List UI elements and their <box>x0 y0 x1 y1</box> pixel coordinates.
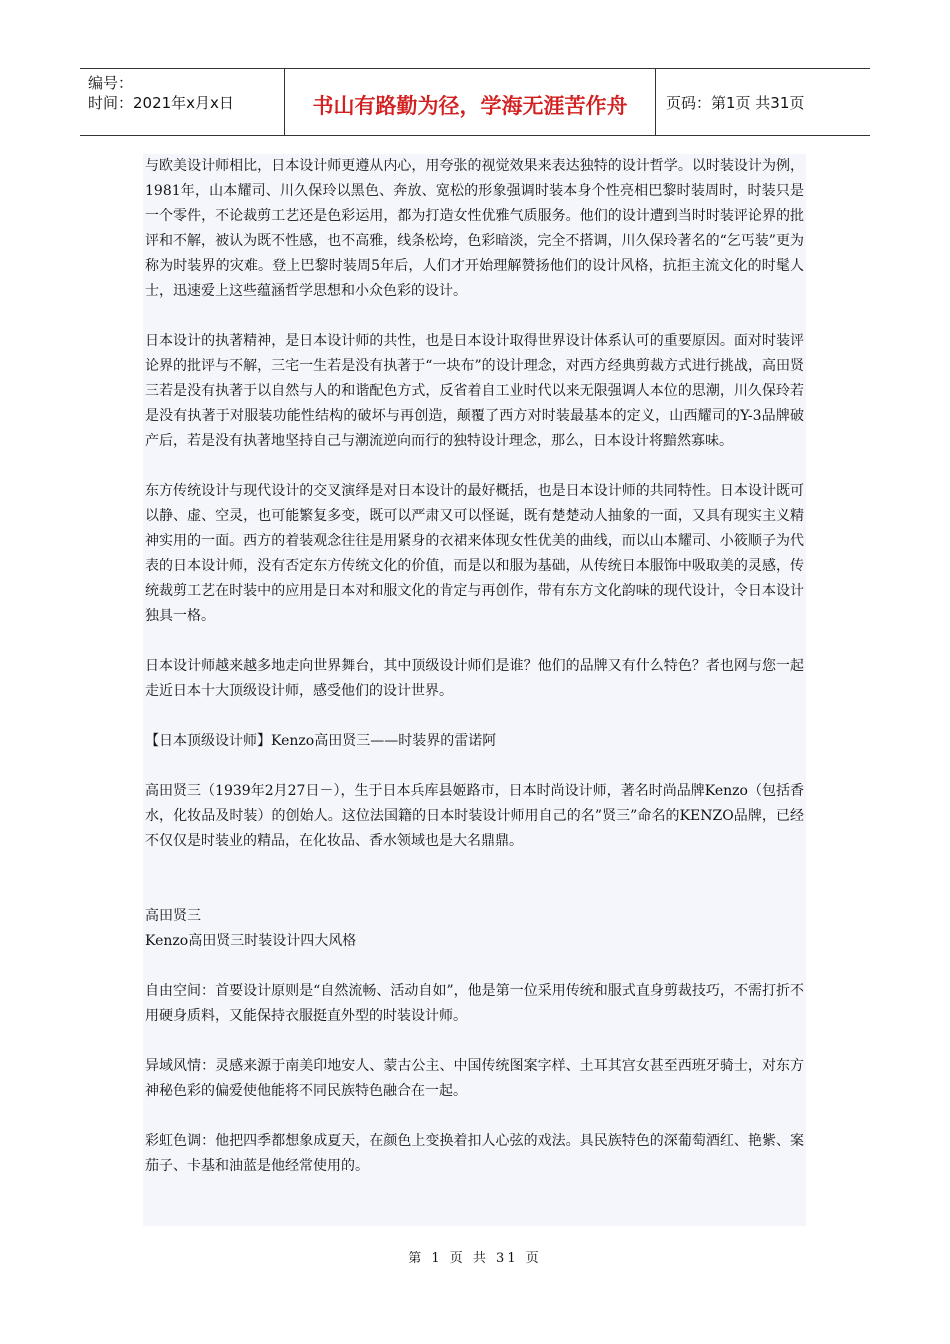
paragraph-spacer <box>145 854 804 904</box>
paragraph-spacer <box>145 629 804 654</box>
document-number-label: 编号： <box>88 74 134 92</box>
paragraph-spacer <box>145 704 804 729</box>
paragraph-spacer <box>145 454 804 479</box>
paragraph-spacer <box>145 1104 804 1129</box>
page-footer: 第 1 页 共 31 页 <box>408 1251 542 1266</box>
paragraph-rainbow: 彩虹色调：他把四季都想象成夏天，在颜色上变换着扣人心弦的戏法。具民族特色的深葡萄酒红、艳紫、案茄子、卡基和油蓝是他经常使用的。 <box>145 1133 804 1174</box>
subheading-four-styles: Kenzo高田贤三时装设计四大风格 <box>145 933 357 949</box>
paragraph-east-west: 东方传统设计与现代设计的交叉演绎是对日本设计的最好概括，也是日本设计师的共同特性。日本设计既可以静、虚、空灵，也可能繁复多变，既可以严肃又可以怪诞，既有楚楚动人抽象的一面，又具有现实主义精神实用的一面。西方的着装观念往往是用紧身的衣裙来体现女性优美的曲线，而以山本耀司、小筱顺子为代表的日本设计师，没有否定东方传统文化的价值，而是以和服为基础，从传统日本服饰中吸取美的灵感，传统裁剪工艺在时装中的应用是日本对和服文化的肯定与再创作，带有东方文化韵味的现代设计，令日本设计独具一格。 <box>145 483 804 624</box>
paragraph-exotic: 异域风情：灵感来源于南美印地安人、蒙古公主、中国传统图案字样、土耳其宫女甚至西班牙骑士，对东方神秘色彩的偏爱使他能将不同民族特色融合在一起。 <box>145 1058 804 1099</box>
section-heading-kenzo: 【日本顶级设计师】Kenzo高田贤三——时装界的雷诺阿 <box>145 733 497 749</box>
paragraph-free-space: 自由空间：首要设计原则是“自然流畅、活动自如”，他是第一位采用传统和服式直身剪裁技巧，不需打折不用硬身质料，又能保持衣服挺直外型的时装设计师。 <box>145 983 804 1024</box>
paragraph-intro: 与欧美设计师相比，日本设计师更遵从内心，用夸张的视觉效果来表达独特的设计哲学。以时装设计为例，1981年，山本耀司、川久保玲以黑色、奔放、宽松的形象强调时装本身个性亮相巴黎时装周时，时装只是一个零件，不论裁剪工艺还是色彩运用，都为打造女性优雅气质服务。他们的设计遭到当时时装评论界的批评和不解，被认为既不性感，也不高雅，线条松垮，色彩暗淡，完全不搭调，川久保玲著名的“乞丐装”更为称为时装界的灾难。登上巴黎时装周5年后，人们才开始理解赞扬他们的设计风格，抗拒主流文化的时髦人士，迅速爱上这些蕴涵哲学思想和小众色彩的设计。 <box>145 158 804 299</box>
document-header <box>80 68 870 136</box>
paragraph-kenzo-bio: 高田贤三（1939年2月27日－），生于日本兵库县姬路市，日本时尚设计师，著名时尚品牌Kenzo（包括香水，化妆品及时装）的创始人。这位法国籍的日本时装设计师用自己的名”贤三”命名的KENZO品牌，已经不仅仅是时装业的精品，在化妆品、香水领域也是大名鼎鼎。 <box>145 783 804 849</box>
paragraph-spacer <box>145 304 804 329</box>
header-motto: 书山有路勤为径，学海无涯苦作舟 <box>312 94 628 118</box>
document-time-label: 时间：2021年x月x日 <box>88 94 234 112</box>
header-page-cell <box>656 69 870 135</box>
caption-kenzo: 高田贤三 <box>145 908 201 924</box>
header-page-info: 页码：第1页 共31页 <box>666 93 805 112</box>
paragraph-spacer <box>145 954 804 979</box>
header-motto-cell <box>284 69 656 135</box>
paragraph-persistence: 日本设计的执著精神，是日本设计师的共性，也是日本设计取得世界设计体系认可的重要原因。面对时装评论界的批评与不解，三宅一生若是没有执著于“一块布”的设计理念，对西方经典剪裁方式进行挑战，高田贤三若是没有执著于以自然与人的和谐配色方式，反省着自工业时代以来无限强调人本位的思潮，川久保玲若是没有执著于对服装功能性结构的破坏与再创造，颠覆了西方对时装最基本的定义，山西耀司的Y-3品牌破产后，若是没有执著地坚持自己与潮流逆向而行的独特设计理念，那么，日本设计将黯然寡味。 <box>145 333 804 449</box>
paragraph-spacer <box>145 754 804 779</box>
paragraph-spacer <box>145 1029 804 1054</box>
paragraph-world-stage: 日本设计师越来越多地走向世界舞台，其中顶级设计师们是谁？他们的品牌又有什么特色？者也网与您一起走近日本十大顶级设计师，感受他们的设计世界。 <box>145 658 804 699</box>
header-meta-cell <box>80 69 284 135</box>
document-body <box>143 154 806 1226</box>
